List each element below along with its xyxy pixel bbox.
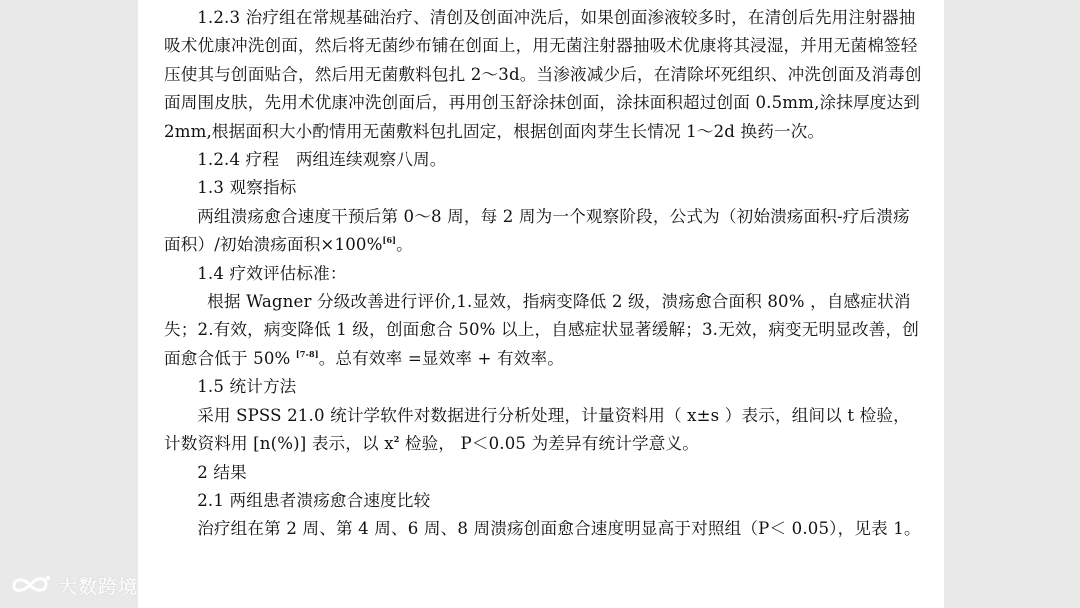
paragraph-statistics-text: 采用 SPSS 21.0 统计学软件对数据进行分析处理，计量资料用（ x±s ）表示，组间以 t 检验，计数资料用 [n(%)] 表示，以 x: [164, 405, 910, 454]
paragraph-statistics-end: 检验， P＜0.05 为差异有统计学意义。: [399, 434, 700, 454]
heading-2-results: 2 结果: [197, 462, 247, 482]
paragraph-1-2-3: 1.2.3 治疗组在常规基础治疗、清创及创面冲洗后，如果创面渗液较多时，在清创后先用注射器抽吸术优康冲洗创面，然后将无菌纱布铺在创面上，用无菌注射器抽吸术优康将其浸湿，并用无菌棉签轻压使其与创面贴合，然后用无菌敷料包扎 2～3d。当渗液减少后，在清除坏死组织、冲洗创面及消毒创面周围皮肤，先用术优康冲洗创面后，再用创玉舒涂抹创面，涂抹面积超过创面 0.5mm,涂抹厚度达到 2mm,根据面积大小酌情用无菌敷料包扎固定，根据创面肉芽生长情况 1～2d 换药一次。: [164, 8, 922, 141]
heading-2-1: 2.1 两组患者溃疡愈合速度比较: [197, 490, 431, 510]
heading-1-3: 1.3 观察指标: [197, 178, 297, 198]
paragraph-efficacy: [164, 288, 924, 373]
citation-7-8: [7-8]: [295, 348, 319, 359]
document-body: [164, 4, 924, 544]
citation-6: [6]: [382, 235, 397, 246]
paragraph-efficacy-text: 根据 Wagner 分级改善进行评价,1.显效，指病变降低 2 级，溃疡愈合面积 80% ，自感症状消失；2.有效，病变降低 1 级，创面愈合 50% 以上，自感症状显著缓解；3.无效，病变无明显改善，创面愈合低于 50%: [164, 292, 920, 368]
paragraph-efficacy-end: 。总有效率 =显效率 + 有效率。: [318, 348, 564, 368]
heading-1-4: 1.4 疗效评估标准：: [197, 263, 347, 283]
paragraph-1-2-4: 1.2.4 疗程 两组连续观察八周。: [197, 150, 447, 170]
paragraph-observation: [164, 203, 924, 260]
infinity-logo-icon: [10, 572, 52, 598]
chi-square-superscript: 2: [393, 433, 400, 444]
watermark-text: 大数跨境: [58, 575, 139, 598]
paragraph-statistics: [164, 402, 924, 459]
paragraph-results: 治疗组在第 2 周、第 4 周、6 周、8 周溃疡创面愈合速度明显高于对照组（P＜ 0.05），见表 1。: [197, 519, 921, 539]
heading-1-5: 1.5 统计方法: [197, 377, 297, 397]
watermark: [10, 568, 138, 602]
document-page: [138, 0, 944, 608]
paragraph-observation-text: 两组溃疡愈合速度干预后第 0～8 周，每 2 周为一个观察阶段，公式为（初始溃疡面积-疗后溃疡面积）/初始溃疡面积×100%: [164, 206, 910, 255]
paragraph-observation-end: 。: [396, 235, 413, 255]
